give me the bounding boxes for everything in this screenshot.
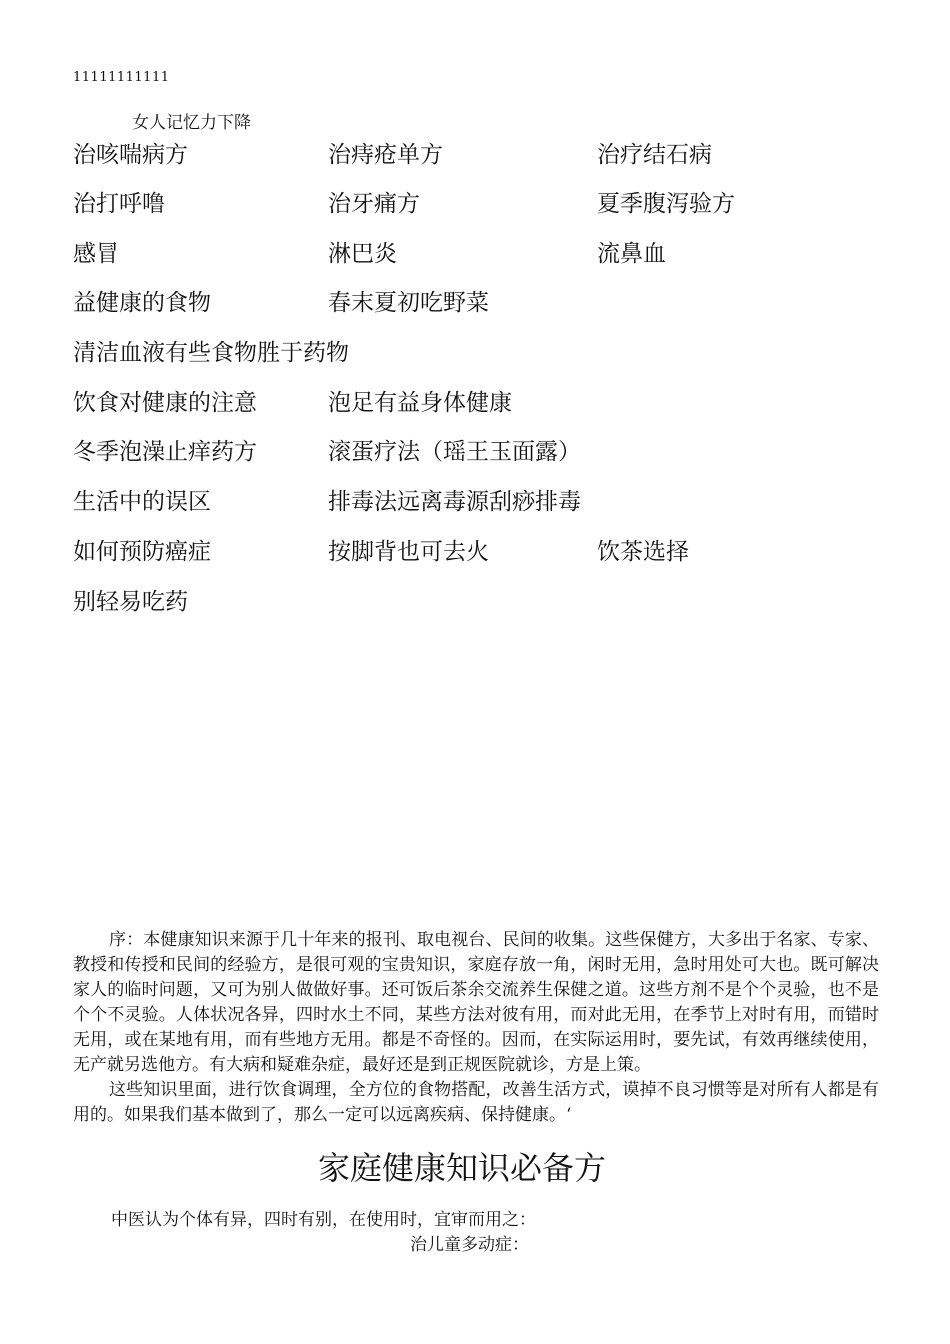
- topic-item[interactable]: 治疗结石病: [597, 142, 712, 168]
- topic-item[interactable]: 治痔疮单方: [328, 142, 443, 168]
- preface: [73, 928, 879, 1128]
- topic-item[interactable]: 排毒法远离毒源刮痧排毒: [328, 489, 581, 515]
- usage-note: 中医认为个体有异，四时有别，在使用时，宜审而用之：: [111, 1210, 536, 1230]
- topic-item[interactable]: 淋巴炎: [328, 241, 397, 267]
- topic-item[interactable]: 饮茶选择: [597, 539, 689, 565]
- topic-item[interactable]: 别轻易吃药: [73, 589, 188, 615]
- topic-item[interactable]: 流鼻血: [597, 241, 666, 267]
- topic-item[interactable]: 如何预防癌症: [73, 539, 211, 565]
- topic-item[interactable]: 按脚背也可去火: [328, 539, 489, 565]
- number-line: 11111111111: [73, 70, 170, 85]
- topic-item[interactable]: 夏季腹泻验方: [597, 191, 735, 217]
- section-heading: 治儿童多动症：: [410, 1235, 529, 1255]
- topic-item[interactable]: 春末夏初吃野菜: [328, 290, 489, 316]
- preface-paragraph: 这些知识里面，进行饮食调理，全方位的食物搭配，改善生活方式，谟掉不良习惯等是对所有人都是有用的。如果我们基本做到了，那么一定可以远离疾病、保持健康。‘: [73, 1080, 879, 1125]
- topic-item[interactable]: 冬季泡澡止痒药方: [73, 439, 257, 465]
- topic-item[interactable]: 感冒: [73, 241, 119, 267]
- topic-item[interactable]: 益健康的食物: [73, 290, 211, 316]
- subtitle: 女人记忆力下降: [132, 113, 251, 133]
- topic-item[interactable]: 饮食对健康的注意: [73, 390, 257, 416]
- topic-item[interactable]: 治打呼噜: [73, 191, 165, 217]
- topic-item[interactable]: 清洁血液有些食物胜于药物: [73, 340, 349, 366]
- preface-paragraph: 序：本健康知识来源于几十年来的报刊、取电视台、民间的收集。这些保健方，大多出于名家、专家、教授和传授和民间的经验方，是很可观的宝贵知识，家庭存放一角，闲时无用，急时用处可大也。既可解决家人的临时问题，又可为别人做做好事。还可饭后茶余交流养生保健之道。这些方剂不是个个灵验，也不是个个不灵验。人体状况各异，四时水土不同，某些方法对彼有用，而对此无用，在季节上对时有用，而错时无用，或在某地有用，而有些地方无用。都是不奇怪的。因而，在实际运用时，要先试，有效再继续使用，无产就另选他方。有大病和疑难杂症，最好还是到正规医院就诊，方是上策。: [73, 930, 879, 1075]
- page-title: 家庭健康知识必备方: [318, 1149, 607, 1187]
- topic-item[interactable]: 泡足有益身体健康: [328, 390, 512, 416]
- topic-item[interactable]: 治牙痛方: [328, 191, 420, 217]
- topic-item[interactable]: 治咳喘病方: [73, 142, 188, 168]
- topic-item[interactable]: 滚蛋疗法（瑶王玉面露）: [328, 439, 581, 465]
- topic-item[interactable]: 生活中的误区: [73, 489, 211, 515]
